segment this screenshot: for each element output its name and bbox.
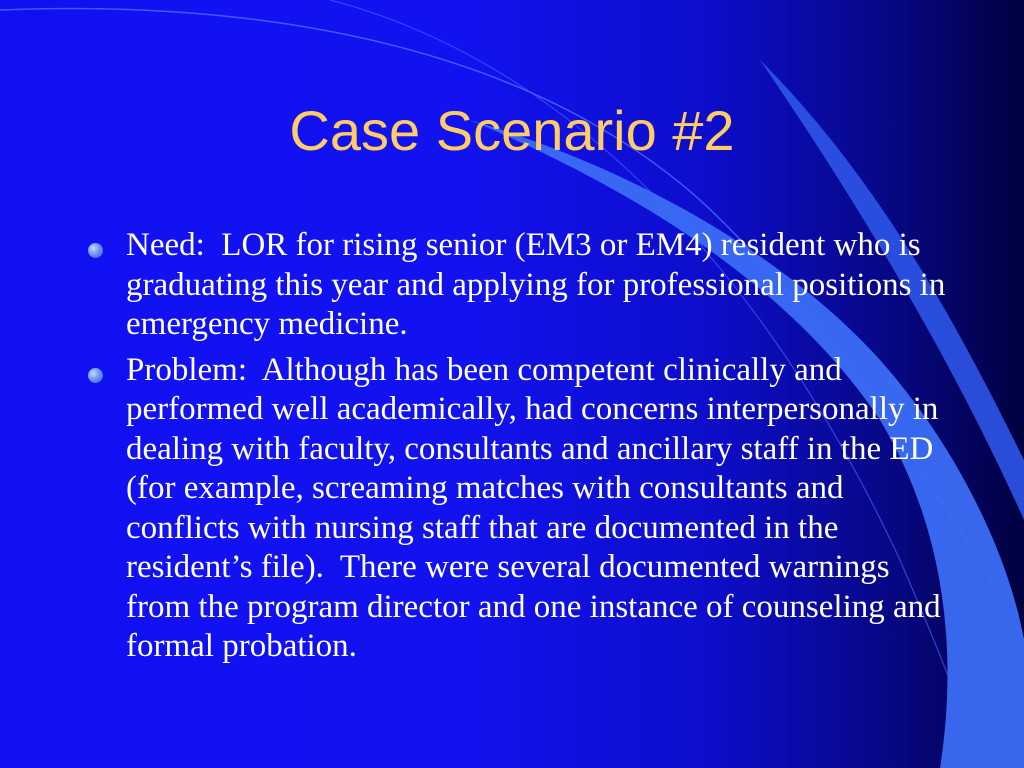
- bullet-item-problem: [88, 351, 948, 667]
- round-bullet-icon: [88, 368, 103, 383]
- bullet-text-problem: Problem: Although has been competent clinically and performed well academically, had concerns interpersonally in dealing with faculty, consultants and ancillary staff in the ED (for example, screaming matches with consultants and conflicts with nursing staff that are documented in the resident’s file). There were several documented warnings from the program director and one instance of counseling and formal probation.: [126, 351, 949, 664]
- round-bullet-icon: [88, 243, 103, 258]
- slide-title: Case Scenario #2: [289, 99, 735, 162]
- bullet-item-need: [88, 226, 954, 345]
- bullet-text-need: Need: LOR for rising senior (EM3 or EM4) resident who is graduating this year and applying for professional positions in emergency medicine.: [126, 227, 954, 342]
- bullet-list: [88, 226, 954, 673]
